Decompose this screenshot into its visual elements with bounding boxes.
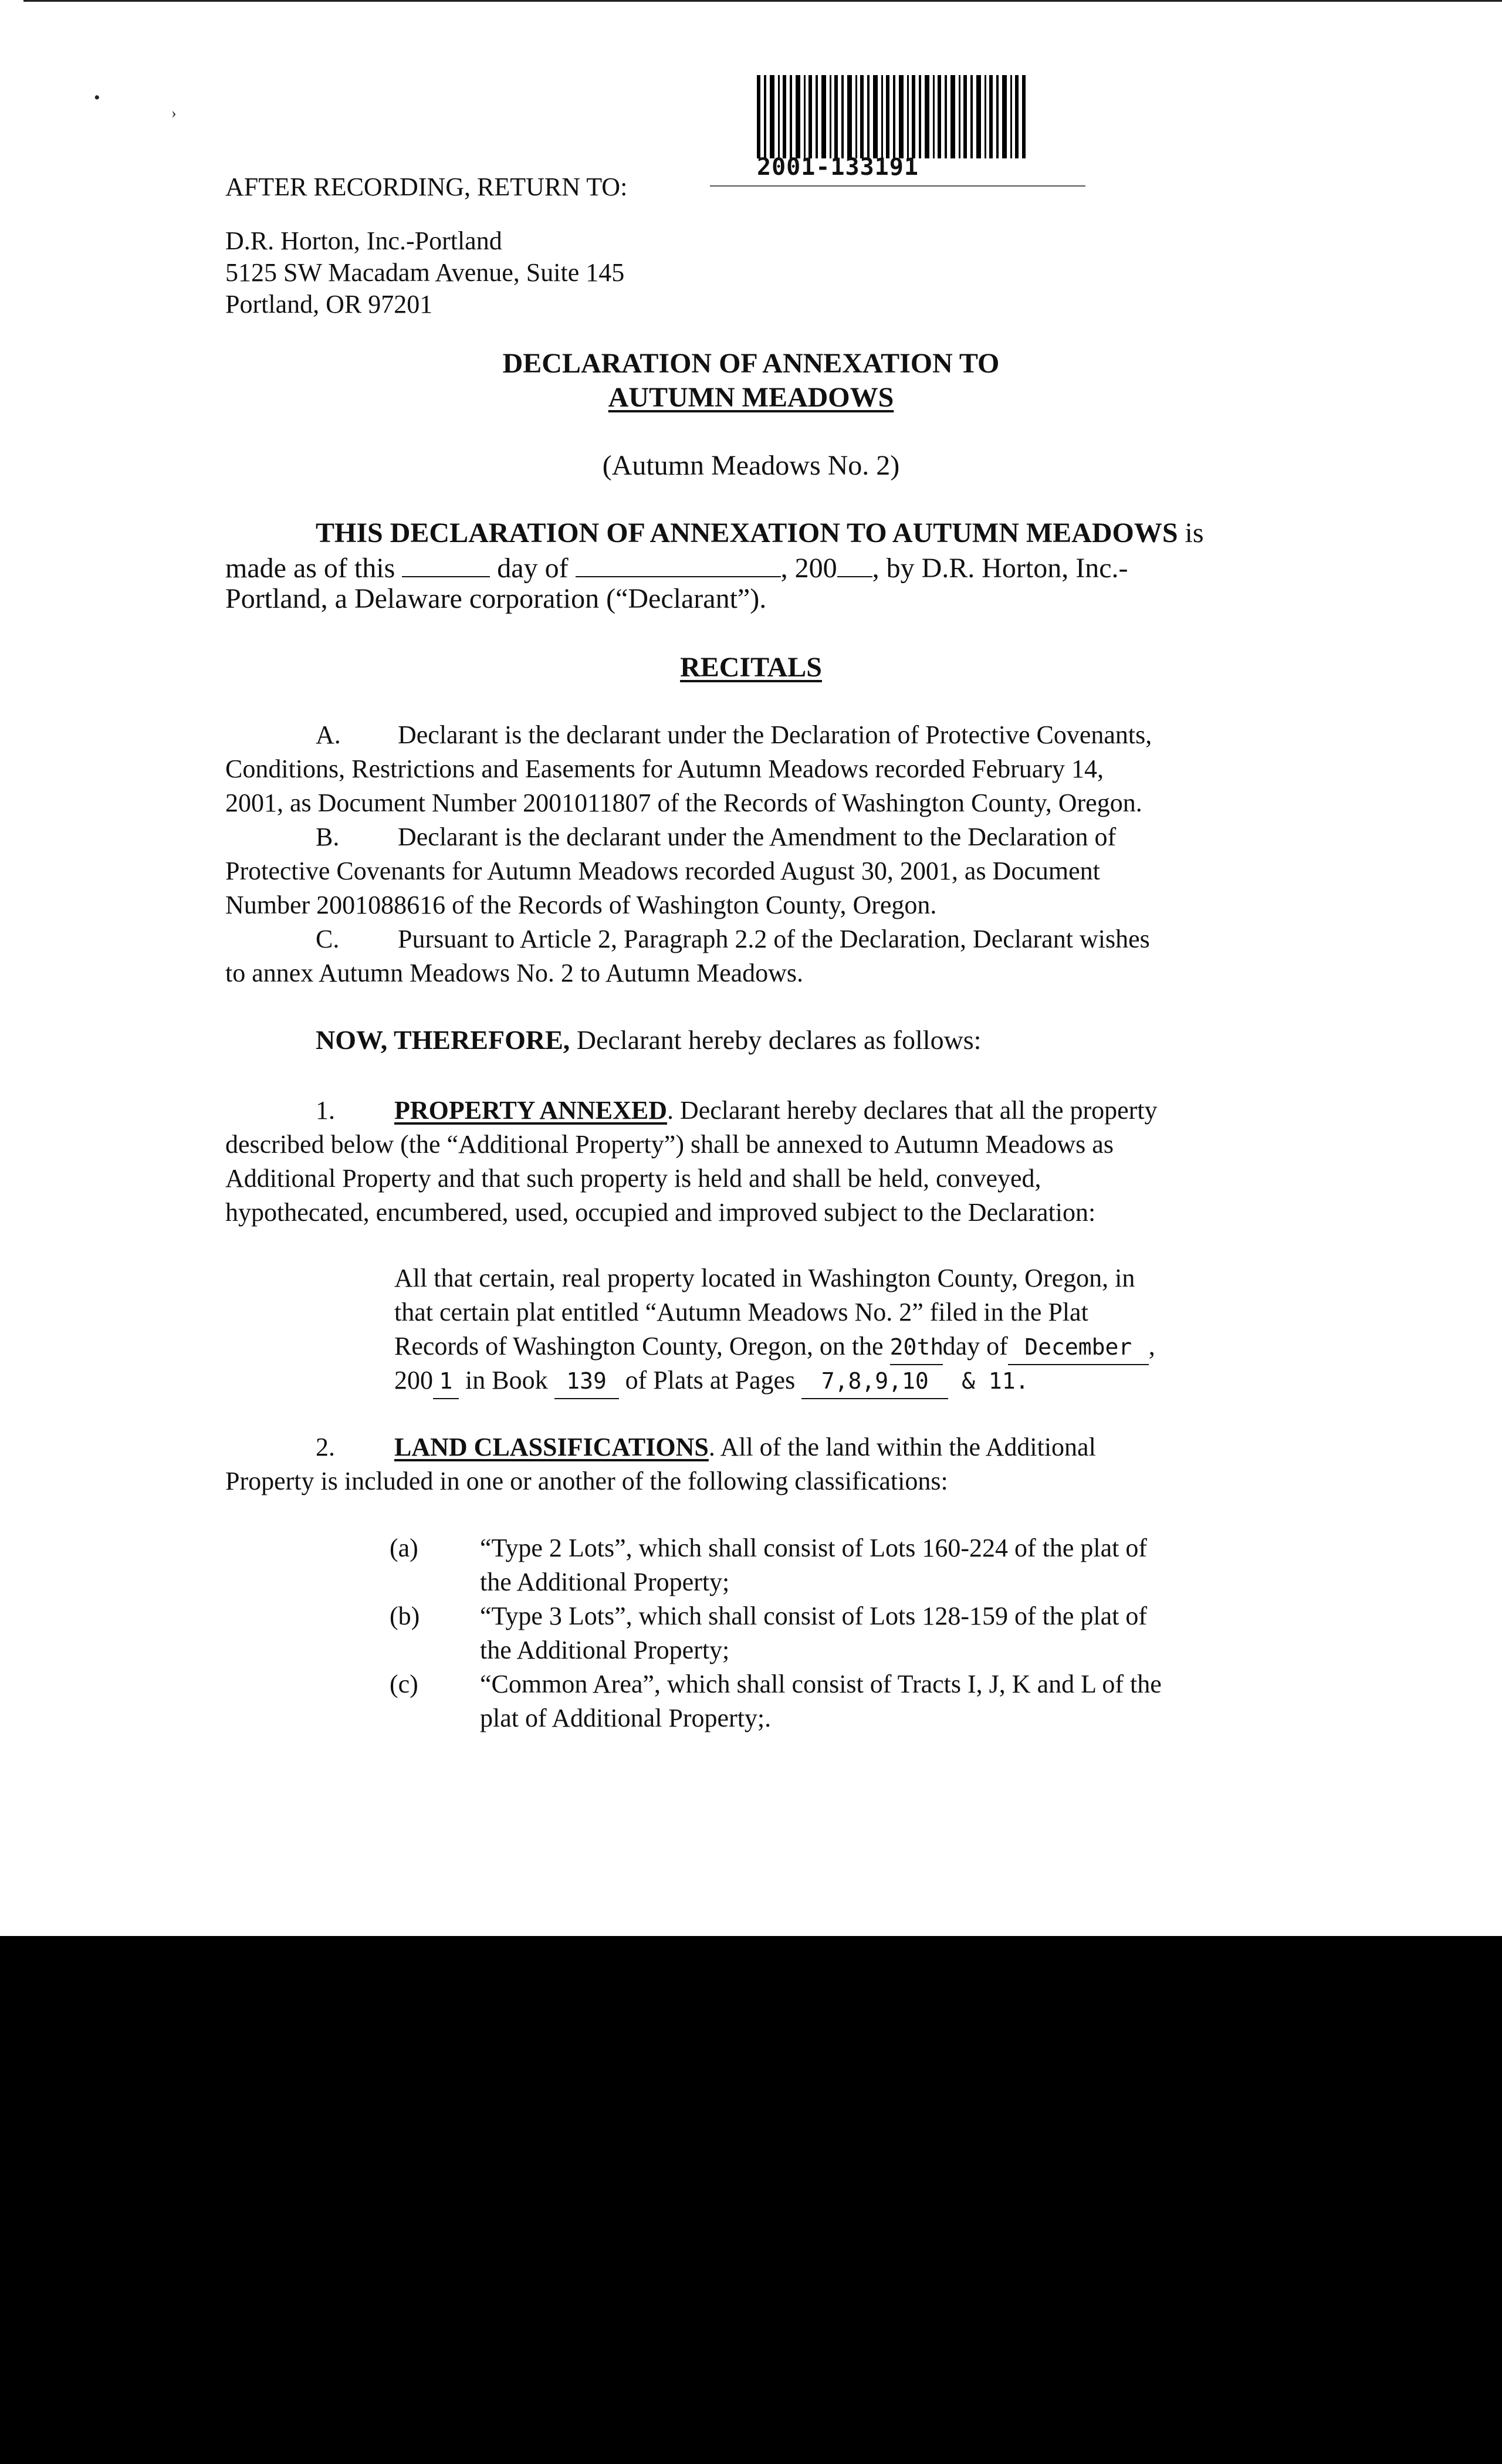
section2-heading: LAND CLASSIFICATIONS [394,1433,709,1461]
recording-number: 2001-133191 [757,154,919,181]
classification-text: the Additional Property; [480,1568,730,1596]
recital-text: Conditions, Restrictions and Easements for Autumn Meadows recorded February 14, [225,754,1104,783]
return-address-line: D.R. Horton, Inc.-Portland [225,226,502,255]
recital-text: Number 2001088616 of the Records of Washington County, Oregon. [225,891,937,919]
classification-label: (a) [390,1534,418,1562]
recital-text: Protective Covenants for Autumn Meadows recorded August 30, 2001, as Document [225,857,1100,885]
recital-text: Declarant is the declarant under the Declaration of Protective Covenants, [398,720,1152,749]
property-description: All that certain, real property located in Washington County, Oregon, in [394,1264,1135,1292]
document-subtitle: (Autumn Meadows No. 2) [602,450,900,481]
recital-text: Declarant is the declarant under the Amendment to the Declaration of [398,823,1117,851]
year-blank [837,549,872,577]
property-description: 200 1 in Book 139 of Plats at Pages 7,8,9,10 & 11. [394,1363,1029,1399]
section2-heading-line: LAND CLASSIFICATIONS. All of the land within the Additional [394,1433,1096,1461]
classification-text: plat of Additional Property;. [480,1704,772,1732]
return-to-label: AFTER RECORDING, RETURN TO: [225,172,628,201]
recital-text: 2001, as Document Number 2001011807 of the Records of Washington County, Oregon. [225,788,1142,817]
classification-text: “Type 2 Lots”, which shall consist of Lots 160-224 of the plat of [480,1534,1148,1562]
intro-line: THIS DECLARATION OF ANNEXATION TO AUTUMN MEADOWS is [316,517,1204,549]
property-description: Records of Washington County, Oregon, on the 20thday of December , [394,1329,1155,1365]
filing-month: December [1008,1330,1149,1365]
classification-text: “Type 3 Lots”, which shall consist of Lots 128-159 of the plat of [480,1602,1148,1630]
return-address-line: 5125 SW Macadam Avenue, Suite 145 [225,258,625,287]
recording-number-underline [710,185,1085,187]
return-address-line: Portland, OR 97201 [225,290,433,319]
document-title: DECLARATION OF ANNEXATION TO [502,348,1000,379]
filing-year-digit: 1 [433,1364,459,1399]
recording-barcode [757,75,1027,158]
intro-line: Portland, a Delaware corporation (“Declarant”). [225,583,767,614]
scan-speck: › [171,104,177,121]
recitals-heading: RECITALS [680,652,822,683]
scan-speck: • [94,88,100,107]
recital-text: to annex Autumn Meadows No. 2 to Autumn Meadows. [225,959,804,987]
intro-line: made as of this day of , 200 , by D.R. Horton, Inc.- [225,549,1128,585]
recital-text: Pursuant to Article 2, Paragraph 2.2 of the Declaration, Declarant wishes [398,925,1150,953]
classification-text: the Additional Property; [480,1636,730,1664]
recital-label: A. [316,720,341,749]
section2-text: Property is included in one or another of the following classifications: [225,1467,948,1495]
section1-heading: PROPERTY ANNEXED [394,1096,667,1125]
plat-pages: 7,8,9,10 [801,1364,948,1399]
filing-day: 20th [890,1330,943,1365]
document-title-line2: AUTUMN MEADOWS [608,382,894,413]
classification-text: “Common Area”, which shall consist of Tracts I, J, K and L of the [480,1670,1162,1698]
section-number: 2. [316,1433,335,1461]
plat-book: 139 [554,1364,619,1399]
section1-text: hypothecated, encumbered, used, occupied and improved subject to the Declaration: [225,1198,1096,1227]
therefore-line: NOW, THEREFORE, Declarant hereby declares as follows: [316,1025,982,1055]
section1-heading-line: PROPERTY ANNEXED. Declarant hereby declares that all the property [394,1096,1158,1125]
scan-black-margin [0,1936,1502,2464]
day-blank [402,549,490,577]
property-description: that certain plat entitled “Autumn Meadows No. 2” filed in the Plat [394,1298,1088,1326]
section1-text: Additional Property and that such property is held and shall be held, conveyed, [225,1164,1041,1193]
month-blank [576,549,781,577]
classification-label: (c) [390,1670,418,1698]
scan-top-edge [23,0,1502,2]
recital-label: C. [316,925,340,953]
section-number: 1. [316,1096,335,1125]
classification-label: (b) [390,1602,420,1630]
recital-label: B. [316,823,340,851]
section1-text: described below (the “Additional Property”) shall be annexed to Autumn Meadows as [225,1130,1114,1159]
